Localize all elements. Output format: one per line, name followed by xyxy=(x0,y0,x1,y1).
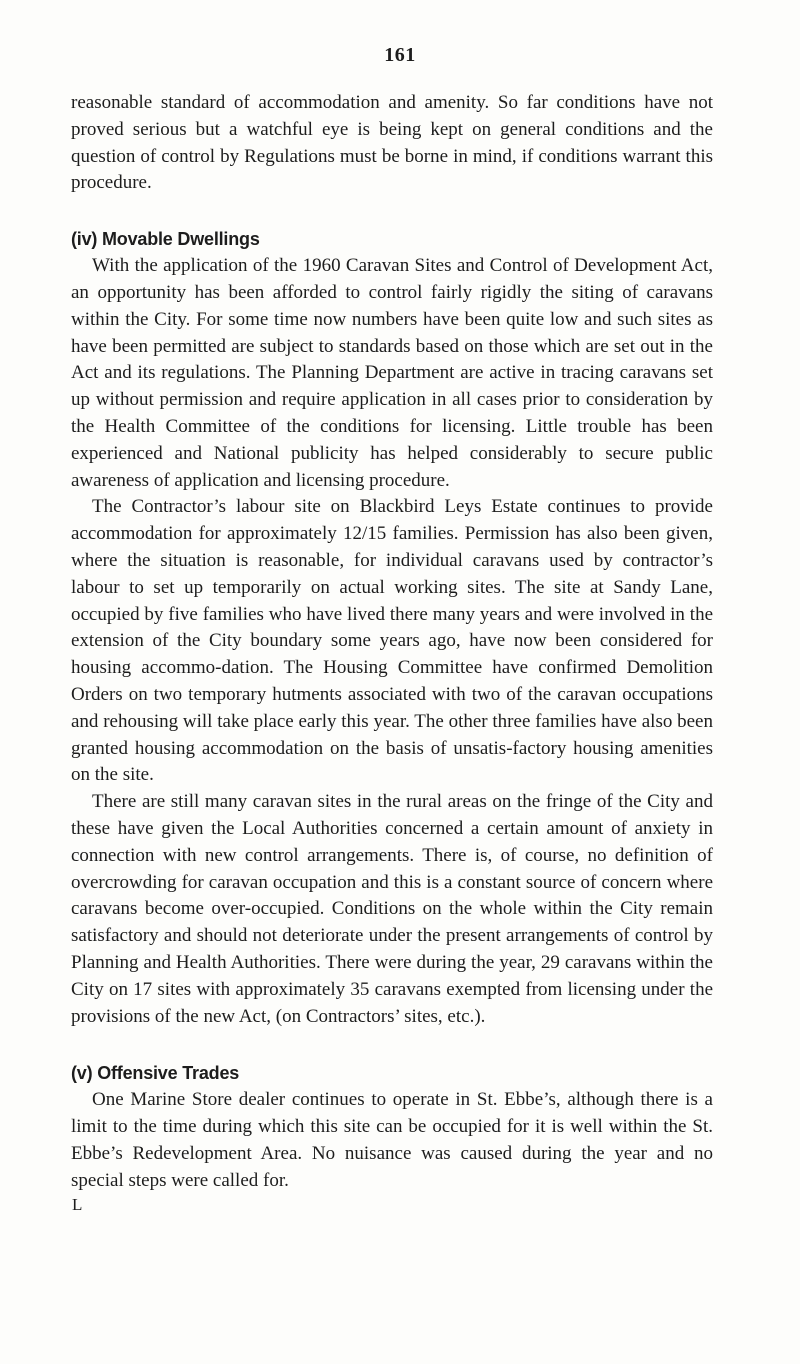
section-spacer xyxy=(71,197,713,226)
section-heading-offensive-trades: (v) Offensive Trades xyxy=(71,1063,240,1084)
movable-dwellings-paragraph-3: There are still many caravan sites in the rural areas on the fringe of the City and these have given the Local Authorities concerned a certain amount of anxiety in connection with new control arrangements. There is, of course, no definition of overcrowding for caravan occupation and this is a constant source of concern where caravans become over-occupied. Conditions on the whole within the City remain satisfactory and should not deteriorate under the present arrangements of control by Planning and Health Authorities. There were during the year, 29 caravans within the City on 17 sites with approximately 35 caravans exempted from licensing under the provisions of the new Act, (on Contractors’ sites, etc.). xyxy=(71,791,713,1027)
section-spacer xyxy=(71,1030,713,1060)
section-movable-dwellings xyxy=(71,226,713,1030)
page-body xyxy=(71,90,713,1216)
page-number: 161 xyxy=(384,44,416,66)
movable-dwellings-paragraph-1: With the application of the 1960 Caravan Sites and Control of Development Act, an opportunity has been afforded to control fairly rigidly the siting of caravans within the City. For some time now numbers have been quite low and such sites as have been permitted are subject to standards based on those which are set out in the Act and its regulations. The Planning Department are active in tracing caravans set up without permission and require application in all cases prior to consideration by the Health Committee of the conditions for licensing. Little trouble has been experienced and National publicity has helped considerably to secure public awareness of application and licensing procedure. xyxy=(71,255,713,491)
offensive-trades-paragraph-1: One Marine Store dealer continues to operate in St. Ebbe’s, although there is a limit to the time during which this site can be occupied for it is well within the St. Ebbe’s Redevelopment Area. No nuisance was caused during the year and no special steps were called for. xyxy=(71,1089,713,1191)
movable-dwellings-paragraph-2: The Contractor’s labour site on Blackbird Leys Estate continues to provide accommodation for approximately 12/15 families. Permission has also been given, where the situation is reasonable, for individual caravans used by contractor’s labour to set up temporarily on actual working sites. The site at Sandy Lane, occupied by five families who have lived there many years and were involved in the extension of the City boundary some years ago, have now been considered for housing accommo-dation. The Housing Committee have confirmed Demolition Orders on two temporary hutments associated with two of the caravan occupations and rehousing will take place early this year. The other three families have also been granted housing accommodation on the basis of unsatis-factory housing amenities on the site. xyxy=(71,496,713,786)
intro-paragraph: reasonable standard of accommodation and amenity. So far conditions have not proved serious but a watchful eye is being kept on general conditions and the question of control by Regulations must be borne in mind, if conditions warrant this procedure. xyxy=(71,92,713,194)
section-heading-movable-dwellings: (iv) Movable Dwellings xyxy=(71,229,260,250)
printer-signature-mark: L xyxy=(72,1195,83,1215)
section-offensive-trades xyxy=(71,1060,713,1194)
